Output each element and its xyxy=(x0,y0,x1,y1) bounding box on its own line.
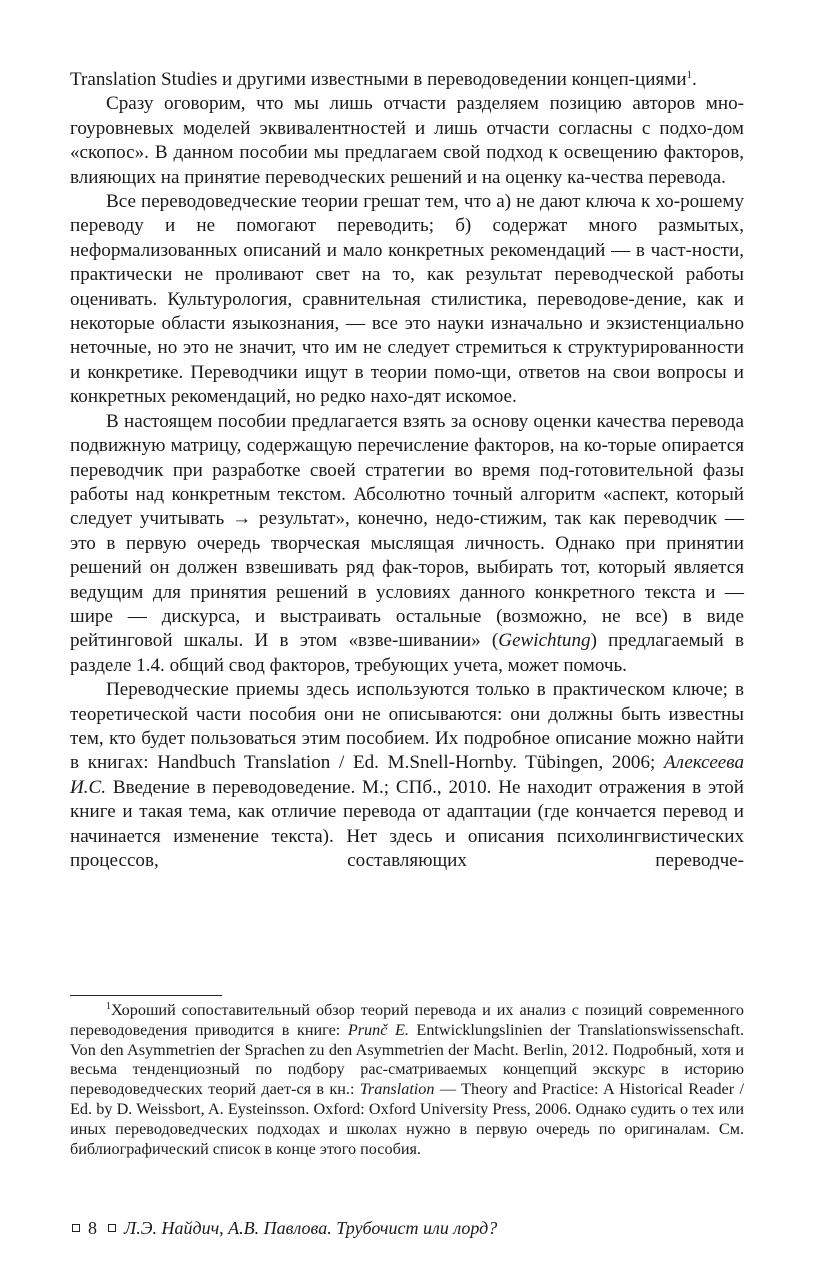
paragraph-skopos: Сразу оговорим, что мы лишь отчасти разделяем позицию авторов мно-гоуровневых моделей эквивалентностей и лишь отчасти согласны с подхо-дом «скопос». В данном пособии мы предлагаем свой подход к освещению факторов, влияющих на принятие переводческих решений и на оценку ка-чества перевода. xyxy=(70,93,744,188)
page-number: 8 xyxy=(88,1218,97,1238)
paragraph-techniques xyxy=(70,678,744,873)
footnote-text: Хороший сопоставительный обзор теорий перевода и их анализ с позиций современного переводоведения приводится в книге: xyxy=(70,1001,744,1039)
italic-title: Translation xyxy=(359,1080,435,1099)
footnote-marker: 1 xyxy=(106,1001,111,1012)
paragraph-matrix xyxy=(70,410,744,678)
page-footer xyxy=(70,1216,497,1240)
footnote-1 xyxy=(70,1001,744,1159)
paragraph-text: ) предлагаемый в разделе 1.4. общий свод факторов, требующих учета, может помочь. xyxy=(70,630,744,676)
footnote-text: Entwicklungslinien der Translationswissenschaft. Von den Asymmetrien der Sprachen zu den Asymmetrien der Macht. Berlin, 2012. Подробный, хотя и весьма тенденциозный по подбору рас-сматриваемых концепций экскурс в историю переводоведческих теорий дает-ся в кн.: xyxy=(70,1020,745,1099)
main-text xyxy=(70,68,744,873)
square-bullet-icon xyxy=(108,1224,116,1232)
paragraph-text: В настоящем пособии предлагается взять за основу оценки качества перевода подвижную матрицу, содержащую перечисление факторов, на ко-торые опирается переводчик при разработке своей стратегии во время под-готовительной фазы работы над конкретным текстом. Абсолютно точный алгоритм «аспект, который следует учитывать → результат», конечно, недо-стижим, так как переводчик — это в первую очередь творческая мыслящая личность. Однако при принятии решений он должен взвешивать ряд фак-торов, выбирать тот, который является ведущим для принятия решений в условиях данного конкретного текста и — шире — дискурса, и выстраивать остальные (возможно, не все) в виде рейтинговой шкалы. И в этом «взве-шивании» ( xyxy=(70,410,744,652)
italic-term: Gewichtung xyxy=(498,630,591,652)
square-bullet-icon xyxy=(72,1224,80,1232)
paragraph-text: Введение в переводоведение. М.; СПб., 2010. Не находит отражения в этой книге и такая тема, как отличие перевода от адаптации (где кончается перевод и начинается изменение текста). Нет здесь и описания психолингвистических процессов, составляющих переводче- xyxy=(70,776,744,871)
italic-author: Алексеева И.С. xyxy=(70,752,744,798)
paragraph-continuation xyxy=(70,68,744,92)
italic-author: Prunč E. xyxy=(347,1020,409,1039)
running-title: Л.Э. Найдич, А.В. Павлова. Трубочист или лорд? xyxy=(124,1218,498,1238)
footnotes xyxy=(70,1001,744,1159)
footnote-ref[interactable]: 1 xyxy=(686,69,693,81)
paragraph-text: Translation Studies и другими известными в переводоведении концеп-циями xyxy=(70,69,687,90)
paragraph-theories: Все переводоведческие теории грешат тем, что а) не дают ключа к хо-рошему переводу и не помогают переводить; б) содержат много размытых, неформализованных описаний и мало конкретных рекомендаций — в част-ности, практически не проливают свет на то, как результат переводческой работы оценивать. Культурология, сравнительная стилистика, переводове-дение, как и некоторые области языкознания, — все это науки изначально и экзистенциально неточные, но это не значит, что им не следует стремиться к структурированности и конкретике. Переводчики ищут в теории помо-щи, ответов на свои вопросы и конкретных рекомендаций, но редко нахо-дят искомое. xyxy=(70,191,744,408)
footnote-divider xyxy=(70,995,222,996)
punctuation: . xyxy=(692,69,697,90)
footnote-text: — Theory and Practice: A Historical Reader / Ed. by D. Weissbort, A. Eysteinsson. Oxford: Oxford University Press, 2006. Однако судить о тех или иных переводоведческих подходах и школах нужно в первую очередь по оригиналам. См. библиографический список в конце этого пособия. xyxy=(70,1080,744,1158)
paragraph-text: Переводческие приемы здесь используются только в практическом ключе; в теоретической части пособия они не описываются: они должны быть известны тем, кто будет пользоваться этим пособием. Их подробное описание можно найти в книгах: Handbuch Translation / Ed. M.Snell-Hornby. Tübingen, 2006; xyxy=(70,679,744,774)
